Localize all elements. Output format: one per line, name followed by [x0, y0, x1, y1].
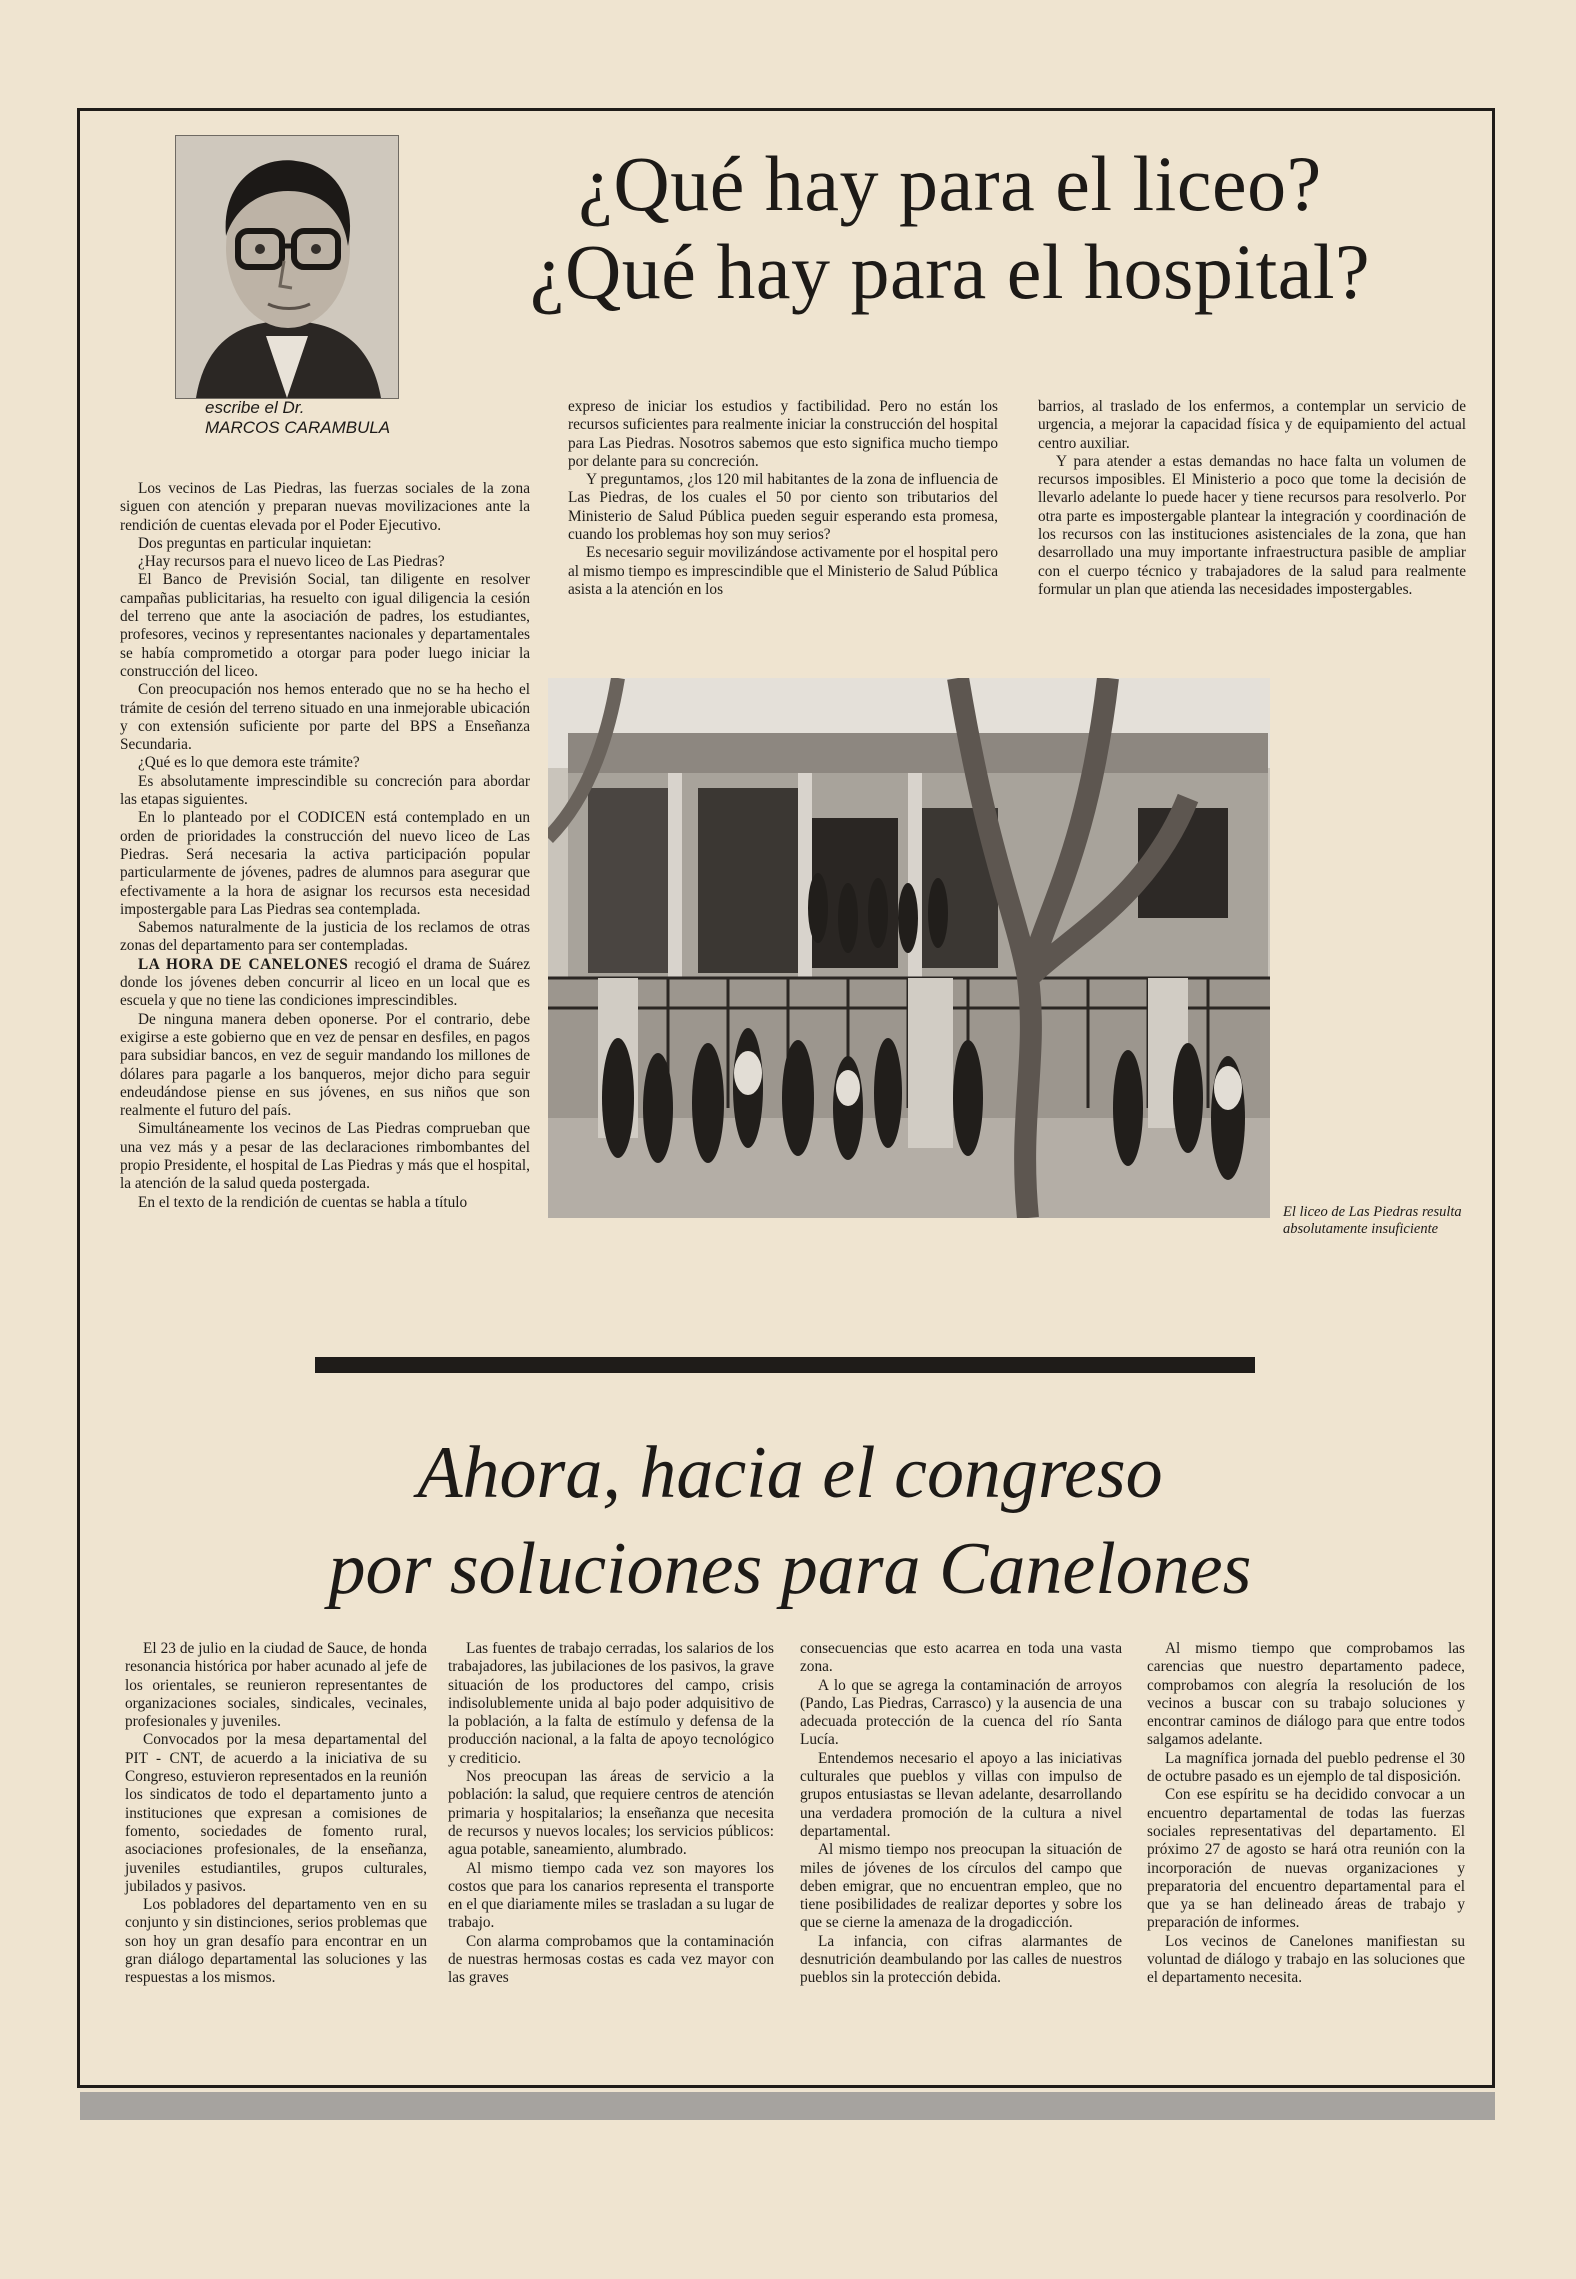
paragraph: A lo que se agrega la contaminación de arroyos (Pando, Las Piedras, Carrasco) y la ausencia de una adecuada protección de la cuenca del río Santa Lucía. — [800, 1676, 1122, 1749]
article1-column-2 — [568, 398, 998, 599]
paragraph: ¿Hay recursos para el nuevo liceo de Las Piedras? — [138, 553, 445, 571]
paragraph: barrios, al traslado de los enfermos, a contemplar un servicio de urgencia, a mejorar la capacidad física y de equipamiento del actual centro auxiliar. — [1038, 398, 1466, 452]
bold-newspaper-name: LA HORA DE CANELONES — [138, 955, 349, 973]
article2-column-2 — [448, 1640, 774, 1988]
section-divider-rule — [315, 1357, 1255, 1373]
paragraph: En el texto de la rendición de cuentas se habla a título — [138, 1193, 468, 1211]
headline-line-1: Ahora, hacia el congreso — [417, 1432, 1163, 1514]
headline-line-1: ¿Qué hay para el liceo? — [578, 140, 1322, 227]
headline-line-2: ¿Qué hay para el hospital? — [529, 228, 1371, 315]
paragraph: Es absolutamente imprescindible su concreción para abordar las etapas siguientes. — [120, 772, 530, 809]
paragraph: Al mismo tiempo nos preocupan la situación de miles de jóvenes de los círculos del campo que deben emigrar, que no encuentran empleo, que no tiene posibilidades de realizar deportes y sobre los que se cierne la amenaza de la drogadicción. — [800, 1841, 1122, 1932]
article1-column-1 — [120, 480, 530, 1212]
headline-congreso-canelones — [90, 1425, 1490, 1617]
paragraph-text: recogió el drama de Suárez donde los jóvenes deben concurrir al liceo en un local que es escuela y que no tiene las condiciones imprescindibles. — [120, 955, 531, 1010]
paragraph: Con preocupación nos hemos enterado que no se ha hecho el trámite de cesión del terreno situado en una inmejorable ubicación y con extensión suficiente por parte del BPS a Enseñanza Secundaria. — [120, 681, 530, 754]
headline-line-2: por soluciones para Canelones — [328, 1528, 1252, 1610]
paragraph: El 23 de julio en la ciudad de Sauce, de honda resonancia histórica por haber acunado al jefe de los orientales, se reunieron representantes de organizaciones sociales, sindicales, vecinales, profesionales y juveniles. — [125, 1640, 427, 1731]
paragraph: consecuencias que esto acarrea en toda una vasta zona. — [800, 1640, 1122, 1676]
article2-column-4 — [1147, 1640, 1465, 1988]
paragraph: En lo planteado por el CODICEN está contemplado en un orden de prioridades la construcción del nuevo liceo de Las Piedras. Será necesaria la activa participación popular particularmente de jóvenes, padres de alumnos para asegurar que efectivamente a la hora de asignar los recursos esta necesidad impostergable para Las Piedras sea contemplada. — [120, 809, 530, 918]
paragraph: Al mismo tiempo que comprobamos las carencias que nuestro departamento padece, comprobamos con alegría la resolución de los vecinos a buscar con su trabajo soluciones y encontrar caminos de diálogo para que entre todos salgamos adelante. — [1147, 1640, 1465, 1749]
paragraph: La magnífica jornada del pueblo pedrense el 30 de octubre pasado es un ejemplo de tal disposición. — [1147, 1749, 1465, 1786]
paragraph: De ninguna manera deben oponerse. Por el contrario, debe exigirse a este gobierno que en vez de pensar en desfiles, en pagos para subsidiar bancos, en vez de seguir mandando los millones de dólares para pagarle a los banqueros, mejor dicho para seguir endeudándose piense en sus jóvenes, en sus niños que son realmente el futuro del país. — [120, 1010, 530, 1120]
paragraph: Es necesario seguir movilizándose activamente por el hospital pero al mismo tiempo es imprescindible que el Ministerio de Salud Pública asista a la atención en los — [568, 544, 998, 598]
byline — [205, 398, 435, 438]
paragraph: ¿Qué es lo que demora este trámite? — [138, 754, 360, 772]
photo-caption: El liceo de Las Piedras resulta absolutamente insuficiente — [1283, 1204, 1462, 1237]
byline-intro: escribe el Dr. — [205, 398, 305, 417]
article1-column-3 — [1038, 398, 1466, 599]
paragraph: Con ese espíritu se ha decidido convocar a un encuentro departamental de todas las fuerzas sociales representativas del departamento. El próximo 27 de agosto se hará otra reunión con la incorporación de nuevas organizaciones y preparatoria del encuentro departamental para el que ya se han delineado áreas de trabajo y preparación de informes. — [1147, 1786, 1465, 1932]
paragraph: Las fuentes de trabajo cerradas, los salarios de los trabajadores, las jubilaciones de los pasivos, la grave situación de los productores del campo, crisis indisolublemente unida al bajo poder adquisitivo de la población, a la falta de estímulo y defensa de la producción nacional, a la falta de apoyo tecnológico y crediticio. — [448, 1640, 774, 1767]
author-portrait-photo — [175, 135, 399, 399]
paragraph: Los vecinos de Las Piedras, las fuerzas sociales de la zona siguen con atención y preparan nuevas movilizaciones ante la rendición de cuentas elevada por el Poder Ejecutivo. — [120, 480, 530, 534]
paragraph: Nos preocupan las áreas de servicio a la población: la salud, que requiere centros de atención primaria y hospitalarios; la enseñanza que necesita de recursos y nuevos locales; los servicios públicos: agua potable, saneamiento, alumbrado. — [448, 1768, 774, 1859]
bottom-gray-band — [80, 2092, 1495, 2120]
paragraph: Sabemos naturalmente de la justicia de los reclamos de otras zonas del departamento para ser contempladas. — [120, 919, 530, 955]
school-photo — [548, 678, 1270, 1218]
paragraph: Simultáneamente los vecinos de Las Piedras comprueban que una vez más y a pesar de las declaraciones rimbombantes del propio Presidente, el hospital de Las Piedras y más que el hospital, la atención de la salud queda postergada. — [120, 1120, 530, 1193]
article2-column-3 — [800, 1640, 1122, 1988]
paragraph: Al mismo tiempo cada vez son mayores los costos que para los canarios representa el transporte en el que diariamente miles se trasladan a su lugar de trabajo. — [448, 1859, 774, 1932]
paragraph: Los pobladores del departamento ven en su conjunto y sin distinciones, serios problemas que son hoy un gran desafío para encontrar en un gran diálogo departamental las soluciones y las respuestas a los mismos. — [125, 1896, 427, 1987]
paragraph: Los vecinos de Canelones manifiestan su voluntad de diálogo y trabajo en las soluciones que el departamento necesita. — [1147, 1932, 1465, 1987]
paragraph: Con alarma comprobamos que la contaminación de nuestras hermosas costas es cada vez mayor con las graves — [448, 1932, 774, 1987]
paragraph-with-bold-lead — [120, 956, 530, 1011]
paragraph: La infancia, con cifras alarmantes de desnutrición deambulando por las calles de nuestros pueblos sin la protección debida. — [800, 1932, 1122, 1987]
paragraph: Dos preguntas en particular inquietan: — [138, 534, 372, 552]
paragraph: Entendemos necesario el apoyo a las iniciativas culturales que pueblos y villas con impulso de grupos entusiastas se llevan adelante, desarrollando una verdadera promoción de la cultura a nivel departamental. — [800, 1749, 1122, 1840]
paragraph: El Banco de Previsión Social, tan diligente en resolver campañas publicitarias, ha resuelto con igual diligencia la cesión del terreno que ante la asociación de padres, los estudiantes, profesores, vecinos y representantes nacionales y departamentales se había comprometido a otorgar para poder luego iniciar la construcción del liceo. — [120, 571, 530, 680]
article2-column-1 — [125, 1640, 427, 1988]
paragraph: Convocados por la mesa departamental del PIT - CNT, de acuerdo a la iniciativa de su Congreso, estuvieron representados en la reunión los sindicatos de todo el departamento junto a instituciones que expresan a comisiones de fomento, sociedades de fomento rural, asociaciones profesionales, de la enseñanza, juveniles estudiantiles, grupos culturales, jubilados y pasivos. — [125, 1731, 427, 1895]
paragraph: Y preguntamos, ¿los 120 mil habitantes de la zona de influencia de Las Piedras, de los cuales el 50 por ciento son tributarios del Ministerio de Salud Pública pueden seguir esperando esta promesa, cuando los problemas hoy son muy serios? — [568, 471, 998, 544]
paragraph: expreso de iniciar los estudios y factibilidad. Pero no están los recursos suficientes para realmente iniciar la construcción del hospital para Las Piedras. Nosotros sabemos que esto significa mucho tiempo por delante para su concreción. — [568, 398, 998, 470]
byline-author: MARCOS CARAMBULA — [205, 418, 391, 437]
paragraph: Y para atender a estas demandas no hace falta un volumen de recursos imposibles. El Ministerio a poco que tome la decisión de llevarlo adelante lo puede hacer y tiene recursos para resolverlo. Por otra parte es impostergable plantear la integración y coordinación de los recursos con las instituciones asistenciales de la zona, que han desarrollado una muy importante infraestructura pasible de ampliar con el cuerpo técnico y trabajadores de la salud para realmente formular un plan que atienda las necesidades impostergables. — [1038, 452, 1466, 598]
headline-liceo-hospital — [420, 140, 1480, 316]
